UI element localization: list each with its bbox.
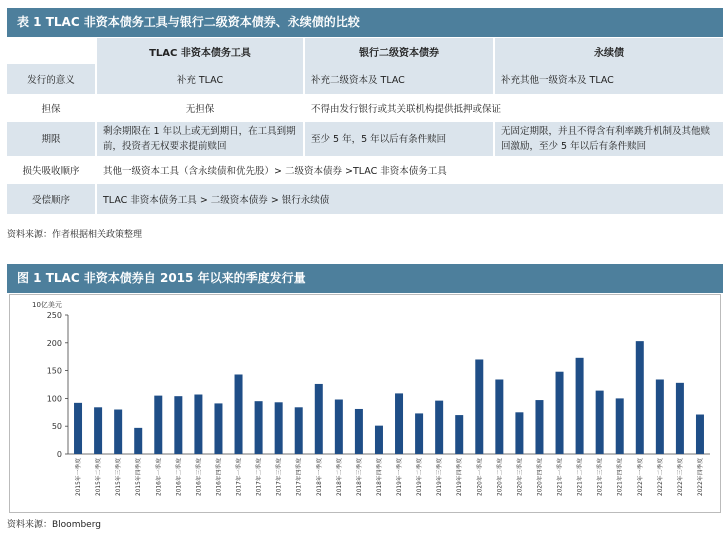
cell-repayment: TLAC 非资本债务工具 > 二级资本债券 > 银行永续债: [97, 184, 723, 214]
column-header-tlac: TLAC 非资本债务工具: [97, 38, 305, 64]
bar: [74, 403, 82, 454]
cell-purpose-tlac: 补充 TLAC: [97, 64, 305, 94]
figure-source-note: 资料来源：Bloomberg: [7, 520, 101, 530]
bar: [255, 401, 263, 454]
cell-term-tier2: 至少 5 年，5 年以后有条件赎回: [305, 122, 495, 156]
row-label-purpose: 发行的意义: [7, 64, 97, 94]
x-tick-label: 2019年二季度: [417, 458, 424, 496]
bar-chart: [10, 295, 720, 512]
bar: [174, 396, 182, 454]
bar: [235, 374, 243, 454]
bar: [395, 393, 403, 454]
bar: [214, 403, 222, 454]
x-tick-label: 2017年一季度: [236, 458, 243, 496]
x-tick-label: 2019年三季度: [437, 458, 444, 496]
row-label-repayment: 受偿顺序: [7, 184, 97, 214]
bar: [515, 412, 523, 454]
cell-term-perpetual: 无固定期限，并且不得含有利率跳升机制及其他赎回激励，至少 5 年以后有条件赎回: [495, 122, 723, 156]
row-label-term: 期限: [7, 122, 97, 156]
x-tick-label: 2015年一季度: [76, 458, 83, 496]
x-tick-label: 2022年一季度: [637, 458, 644, 496]
x-tick-label: 2018年一季度: [316, 458, 323, 496]
bar: [355, 409, 363, 454]
bar: [535, 400, 543, 454]
bar: [616, 398, 624, 454]
column-header-tier2: 银行二级资本债券: [305, 38, 495, 64]
y-tick-label: 200: [46, 338, 62, 348]
bar: [475, 359, 483, 454]
bar: [576, 358, 584, 454]
x-tick-label: 2015年四季度: [136, 458, 143, 496]
x-tick-label: 2020年二季度: [497, 458, 504, 496]
table-source-note: 资料来源：作者根据相关政策整理: [7, 230, 143, 240]
bar: [134, 428, 142, 454]
x-tick-label: 2020年三季度: [517, 458, 524, 496]
y-tick-label: 0: [56, 450, 62, 459]
x-tick-label: 2021年二季度: [577, 458, 584, 496]
comparison-table: [7, 38, 723, 214]
column-header-perpetual: 永续债: [495, 38, 723, 64]
x-tick-label: 2021年四季度: [617, 458, 624, 496]
bar: [435, 401, 443, 454]
bar: [415, 413, 423, 454]
cell-guarantee-others: 不得由发行银行或其关联机构提供抵押或保证: [305, 94, 723, 122]
cell-term-tlac: 剩余期限在 1 年以上或无到期日，在工具到期前，投资者无权要求提前赎回: [97, 122, 305, 156]
table-row: [7, 64, 723, 94]
x-tick-label: 2022年四季度: [697, 458, 704, 496]
y-axis-unit: 10亿美元: [32, 301, 62, 309]
x-tick-label: 2016年一季度: [156, 458, 163, 496]
table-row: [7, 156, 723, 184]
bar: [315, 384, 323, 454]
table-row: [7, 122, 723, 156]
x-tick-label: 2021年一季度: [557, 458, 564, 496]
x-tick-label: 2017年四季度: [296, 458, 303, 496]
x-tick-label: 2016年四季度: [216, 458, 223, 496]
x-tick-label: 2017年三季度: [276, 458, 283, 496]
x-tick-label: 2016年三季度: [196, 458, 203, 496]
figure-title: 图 1 TLAC 非资本债券自 2015 年以来的季度发行量: [7, 264, 723, 293]
bar: [94, 407, 102, 454]
row-label-loss-absorption: 损失吸收顺序: [7, 156, 97, 184]
bar: [596, 391, 604, 454]
table-header-row: [7, 38, 723, 64]
x-tick-label: 2015年二季度: [96, 458, 103, 496]
bar: [556, 372, 564, 454]
x-tick-label: 2016年二季度: [176, 458, 183, 496]
cell-purpose-tier2: 补充二级资本及 TLAC: [305, 64, 495, 94]
cell-guarantee-tlac: 无担保: [97, 94, 305, 122]
y-tick-label: 250: [46, 311, 62, 320]
x-tick-label: 2018年四季度: [376, 458, 383, 496]
table-row: [7, 184, 723, 214]
x-tick-label: 2015年三季度: [116, 458, 123, 496]
row-label-guarantee: 担保: [7, 94, 97, 122]
cell-loss-absorption: 其他一级资本工具（含永续债和优先股）> 二级资本债券 >TLAC 非资本债务工具: [97, 156, 723, 184]
bar: [375, 426, 383, 454]
table-row: [7, 94, 723, 122]
bar: [194, 395, 202, 454]
bar: [154, 396, 162, 454]
x-tick-label: 2022年三季度: [677, 458, 684, 496]
x-tick-label: 2021年三季度: [597, 458, 604, 496]
x-tick-label: 2020年四季度: [537, 458, 544, 496]
cell-purpose-perpetual: 补充其他一级资本及 TLAC: [495, 64, 723, 94]
x-tick-label: 2018年二季度: [336, 458, 343, 496]
bar: [455, 415, 463, 454]
x-tick-label: 2018年三季度: [356, 458, 363, 496]
bar: [636, 341, 644, 454]
bar: [275, 402, 283, 454]
x-tick-label: 2017年二季度: [256, 458, 263, 496]
bar: [114, 410, 122, 454]
y-tick-label: 50: [51, 422, 62, 432]
x-tick-label: 2019年四季度: [457, 458, 464, 496]
bar: [696, 415, 704, 454]
y-tick-label: 150: [46, 366, 62, 376]
bar: [335, 400, 343, 454]
x-tick-label: 2020年一季度: [477, 458, 484, 496]
table-corner: [7, 38, 97, 64]
x-tick-label: 2019年一季度: [397, 458, 404, 496]
y-tick-label: 100: [46, 394, 62, 404]
chart-frame: [9, 294, 721, 513]
bar: [495, 379, 503, 454]
bar: [295, 407, 303, 454]
bar: [656, 379, 664, 454]
table-title: 表 1 TLAC 非资本债务工具与银行二级资本债券、永续债的比较: [7, 8, 723, 37]
bar: [676, 383, 684, 454]
x-tick-label: 2022年二季度: [657, 458, 664, 496]
